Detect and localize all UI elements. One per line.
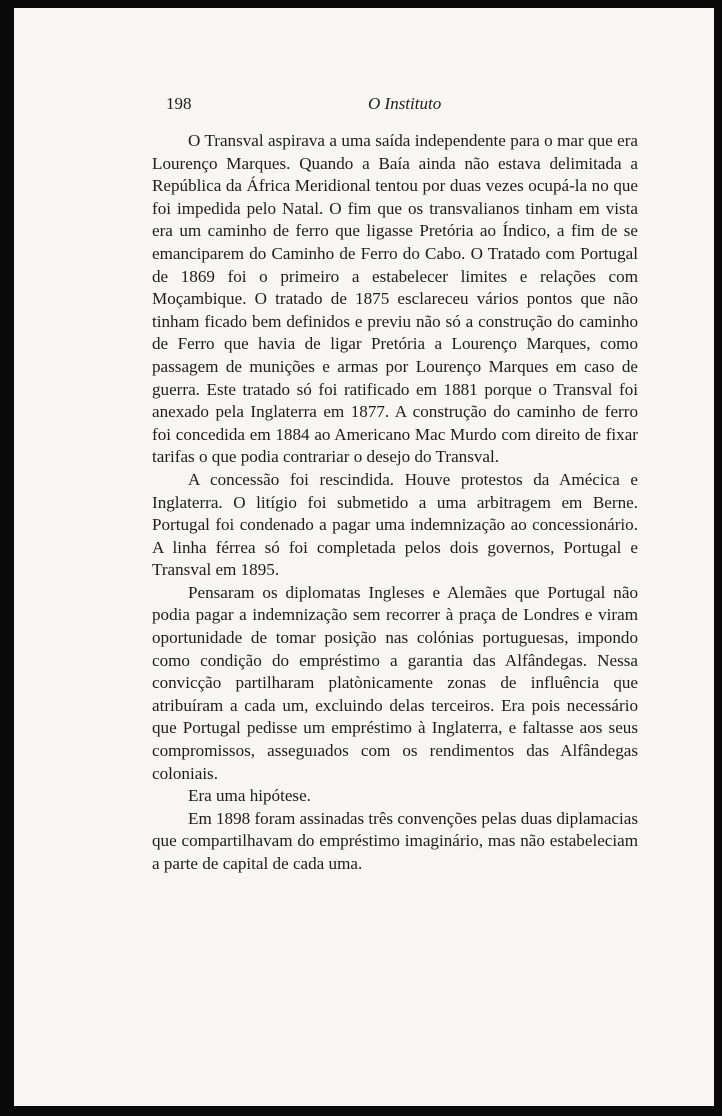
body-text: [152, 130, 638, 876]
paragraph-4: Era uma hipótese.: [188, 786, 311, 806]
paragraph-2: A concessão foi rescindida. Houve protestos da Amécica e Inglaterra. O litígio foi submetido a uma arbitragem em Berne. Portugal foi condenado a pagar uma indemnização ao concessionário. A linha férrea só foi completada pelos dois governos, Portugal e Transval em 1895.: [152, 469, 638, 580]
running-title: O Instituto: [368, 94, 442, 113]
paragraph-5: Em 1898 foram assinadas três convenções pelas duas diplamacias que compartilhavam do empréstimo imaginário, mas não estabeleciam a parte de capital de cada uma.: [152, 808, 638, 873]
paragraph-1: O Transval aspirava a uma saída independente para o mar que era Lourenço Marques. Quando a Baía ainda não estava delimitada a República da África Meridional tentou por duas vezes ocupá-la no que foi impedida pelo Natal. O fim que os transvalianos tinham em vista era um caminho de ferro que ligasse Pretória ao Índico, a fim de se emanciparem do Caminho de Ferro do Cabo. O Tratado com Portugal de 1869 foi o primeiro a estabelecer limites e relações com Moçambique. O tratado de 1875 esclareceu vários pontos que não tinham ficado bem definidos e previu não só a construção do caminho de Ferro que havia de ligar Pretória a Lourenço Marques, como passagem de munições e armas por Lourenço Marques em caso de guerra. Este tratado só foi ratificado em 1881 porque o Transval foi anexado pela Inglaterra em 1877. A construção do caminho de ferro foi concedida em 1884 ao Americano Mac Murdo com direito de fixar tarifas o que podia contrariar o desejo do Transval.: [152, 131, 638, 467]
page-header: [166, 94, 604, 118]
page-number: 198: [166, 94, 192, 113]
paragraph-3: Pensaram os diplomatas Ingleses e Alemães que Portugal não podia pagar a indemnização sem recorrer à praça de Londres e viram oportunidade de tomar posição nas colónias portuguesas, impondo como condição do empréstimo a garantia das Alfândegas. Nessa convicção partilharam platònicamente zonas de influência que atribuíram a cada um, excluindo delas terceiros. Era pois necessário que Portugal pedisse um empréstimo à Inglaterra, e faltasse aos seus compromissos, asseguıados com os rendimentos das Alfândegas coloniais.: [152, 582, 638, 783]
